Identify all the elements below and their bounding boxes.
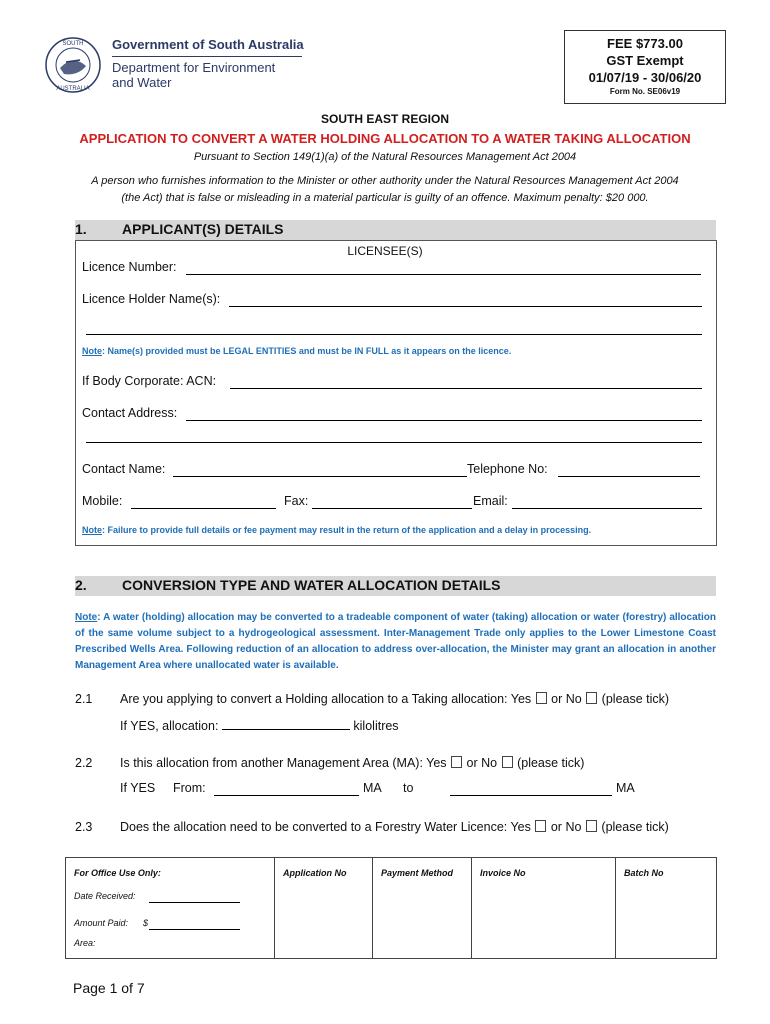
licence-number-input[interactable] [186, 274, 701, 275]
licence-number-label: Licence Number: [82, 260, 177, 274]
licence-holder-input-line-2[interactable] [86, 334, 702, 335]
or-no-label: or No [550, 820, 582, 834]
question-2-3-number: 2.3 [75, 820, 93, 834]
section-1-title: APPLICANT(S) DETAILS [122, 221, 284, 237]
note-label: Note [75, 612, 98, 623]
section-2-header [75, 576, 716, 596]
batch-no-header: Batch No [624, 868, 664, 878]
office-column-divider [471, 858, 472, 958]
from-ma-input[interactable] [214, 795, 359, 796]
section-2-number: 2. [75, 577, 87, 593]
office-column-divider [274, 858, 275, 958]
payment-method-header: Payment Method [381, 868, 454, 878]
note-text: : Name(s) provided must be LEGAL ENTITIES and must be IN FULL as it appears on the licence. [102, 346, 512, 356]
office-column-divider [615, 858, 616, 958]
south-australia-seal-logo [44, 36, 102, 94]
department-line-1: Department for Environment [112, 60, 276, 75]
office-use-box [65, 857, 717, 959]
fee-amount: FEE $773.00 [607, 36, 683, 51]
yes-checkbox[interactable] [535, 820, 546, 832]
pursuant-statement: Pursuant to Section 149(1)(a) of the Natural Resources Management Act 2004 [193, 151, 577, 163]
form-number: Form No. SE06v19 [609, 87, 681, 96]
svg-text:SOUTH: SOUTH [62, 41, 84, 47]
to-ma-input[interactable] [450, 795, 612, 796]
question-2-1-number: 2.1 [75, 692, 93, 706]
date-received-label: Date Received: [74, 891, 136, 901]
contact-name-label: Contact Name: [82, 462, 166, 476]
region-title: SOUTH EAST REGION [320, 112, 449, 126]
from-label: From: [173, 781, 206, 795]
licensees-label: LICENSEE(S) [347, 244, 423, 258]
fee-box [564, 30, 726, 104]
section-1-number: 1. [75, 221, 87, 237]
svg-text:AUSTRALIA: AUSTRALIA [56, 86, 90, 92]
question-2-3-text: Does the allocation need to be converted to a Forestry Water Licence: Yes [120, 820, 531, 834]
section-2-note [75, 610, 716, 674]
question-2-1 [120, 692, 669, 706]
legal-warning [0, 173, 770, 207]
note-label: Note [82, 346, 102, 356]
section-2-title: CONVERSION TYPE AND WATER ALLOCATION DETAILS [122, 577, 501, 593]
note-failure [82, 525, 591, 535]
question-2-2 [120, 756, 584, 770]
or-no-label: or No [466, 756, 498, 770]
office-column-divider [372, 858, 373, 958]
question-2-3 [120, 820, 669, 834]
acn-row [82, 374, 216, 388]
allocation-input[interactable] [222, 717, 350, 730]
allocation-label: If YES, allocation: [120, 719, 219, 733]
mobile-label: Mobile: [82, 494, 123, 508]
fax-label: Fax: [284, 494, 309, 508]
licence-holder-row [82, 292, 220, 306]
please-tick-label: (please tick) [517, 756, 585, 770]
licence-holder-input[interactable] [229, 306, 702, 307]
fax-input[interactable] [312, 508, 472, 509]
question-2-2-number: 2.2 [75, 756, 93, 770]
gst-status: GST Exempt [606, 53, 684, 68]
question-2-1-text: Are you applying to convert a Holding allocation to a Taking allocation: Yes [120, 692, 532, 706]
government-title: Government of South Australia [112, 37, 304, 52]
no-checkbox[interactable] [586, 692, 597, 704]
dollar-sign: $ [143, 918, 149, 928]
acn-label: If Body Corporate: ACN: [82, 374, 217, 388]
or-no-label: or No [551, 692, 582, 706]
telephone-input[interactable] [558, 476, 700, 477]
note-text: : Failure to provide full details or fee payment may result in the return of the application and a delay in processing. [102, 525, 592, 535]
kilolitres-unit: kilolitres [353, 719, 399, 733]
yes-checkbox[interactable] [536, 692, 547, 704]
question-2-2-text: Is this allocation from another Management Area (MA): Yes [120, 756, 447, 770]
mobile-input[interactable] [131, 508, 276, 509]
header-divider [112, 56, 302, 57]
note-label: Note [82, 525, 102, 535]
yes-checkbox[interactable] [451, 756, 462, 768]
legal-warning-line-1: A person who furnishes information to the Minister or other authority under the Natural Resources Management Act 2004 [91, 175, 679, 187]
question-2-1-allocation-row [120, 717, 399, 733]
to-label: to [403, 781, 414, 795]
no-checkbox[interactable] [502, 756, 513, 768]
contact-address-label: Contact Address: [82, 406, 178, 420]
contact-address-input[interactable] [186, 420, 702, 421]
office-use-title: For Office Use Only: [74, 868, 161, 878]
invoice-no-header: Invoice No [480, 868, 526, 878]
amount-paid-input[interactable] [149, 929, 240, 930]
contact-address-row [82, 406, 177, 420]
area-label: Area: [74, 938, 96, 948]
email-label: Email: [473, 494, 508, 508]
please-tick-label: (please tick) [601, 820, 669, 834]
if-yes-label: If YES [120, 781, 156, 795]
to-ma-unit: MA [616, 781, 635, 795]
telephone-label: Telephone No: [467, 462, 548, 476]
page-number: Page 1 of 7 [73, 980, 145, 996]
department-line-2: and Water [112, 75, 172, 90]
note-legal-entities [82, 346, 511, 356]
legal-warning-line-2: (the Act) that is false or misleading in a material particular is guilty of an offence. Maximum penalty: $20 000. [121, 192, 649, 204]
application-title: APPLICATION TO CONVERT A WATER HOLDING ALLOCATION TO A WATER TAKING ALLOCATION [79, 131, 691, 146]
application-no-header: Application No [283, 868, 347, 878]
amount-paid-label: Amount Paid: [74, 918, 129, 928]
fee-period: 01/07/19 - 30/06/20 [588, 70, 702, 85]
acn-input[interactable] [230, 388, 702, 389]
section-1-header [75, 220, 716, 240]
email-input[interactable] [512, 508, 702, 509]
licence-number-row [82, 260, 177, 274]
date-received-input[interactable] [149, 902, 240, 903]
no-checkbox[interactable] [586, 820, 597, 832]
please-tick-label: (please tick) [601, 692, 670, 706]
licence-holder-label: Licence Holder Name(s): [82, 292, 221, 306]
contact-name-input[interactable] [173, 476, 467, 477]
from-ma-unit: MA [363, 781, 382, 795]
contact-address-input-line-2[interactable] [86, 442, 702, 443]
note-text: : A water (holding) allocation may be converted to a tradeable component of water (taking) allocation or water (forestry) allocation of the same volume subject to a hydrogeological assessment. Inter-Management Trade only applies to the Lower Limestone Coast Prescribed Wells Area. Following reduction of an allocation to address over-allocation, the Minister may grant an allocation in another Management Area where unallocated water is available. [75, 612, 716, 671]
applicant-details-box [75, 240, 717, 546]
